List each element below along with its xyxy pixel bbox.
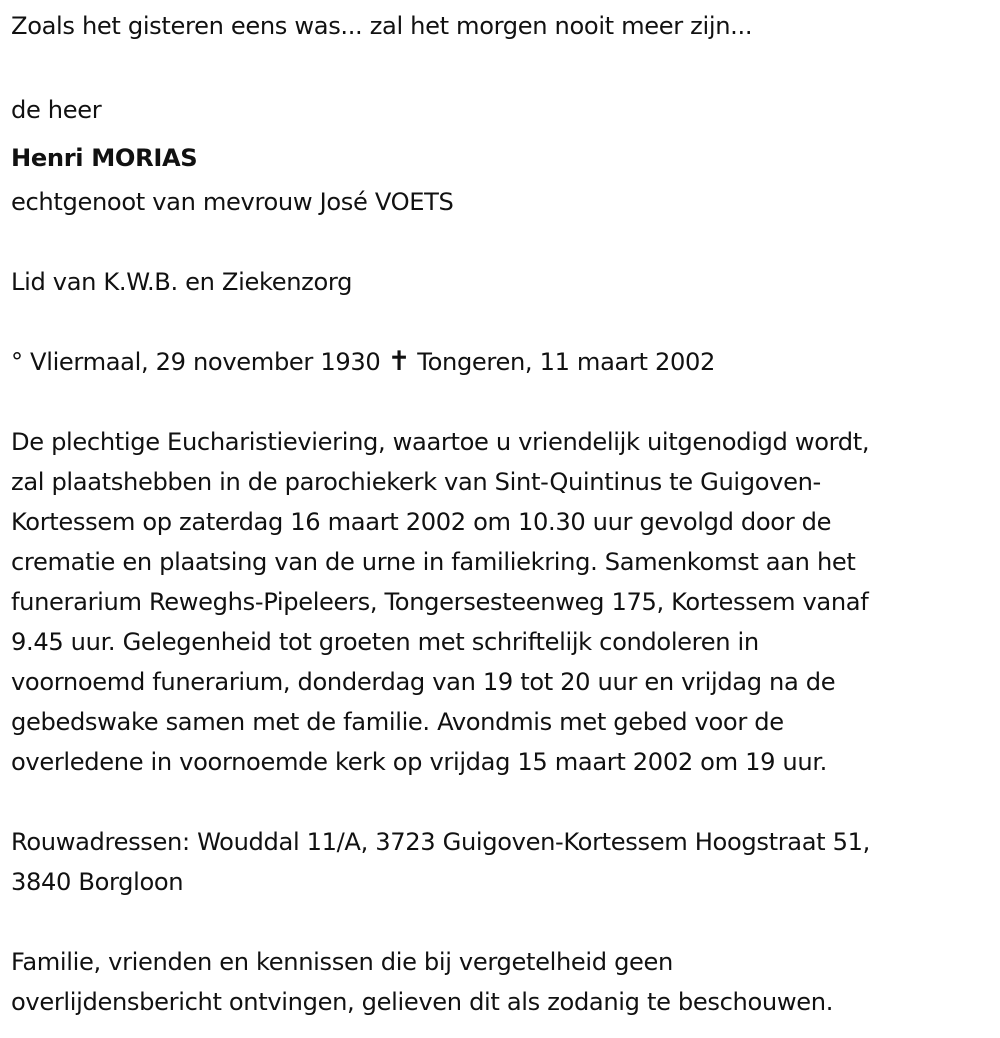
ceremony-line: funerarium Reweghs-Pipeleers, Tongersesteenweg 175, Kortessem vanaf bbox=[11, 588, 869, 616]
membership-line: Lid van K.W.B. en Ziekenzorg bbox=[11, 268, 353, 296]
spacer bbox=[11, 46, 993, 86]
death-info: Tongeren, 11 maart 2002 bbox=[417, 348, 716, 376]
spacer bbox=[11, 782, 993, 822]
cross-icon: ✝ bbox=[387, 346, 410, 377]
ceremony-line: gebedswake samen met de familie. Avondmis met gebed voor de bbox=[11, 708, 784, 736]
ceremony-line: voornoemd funerarium, donderdag van 19 tot 20 uur en vrijdag na de bbox=[11, 668, 836, 696]
ceremony-line: zal plaatshebben in de parochiekerk van Sint-Quintinus te Guigoven- bbox=[11, 468, 821, 496]
closing-line: Familie, vrienden en kennissen die bij vergetelheid geen bbox=[11, 948, 673, 976]
ceremony-line: 9.45 uur. Gelegenheid tot groeten met schriftelijk condoleren in bbox=[11, 628, 759, 656]
deceased-name: Henri MORIAS bbox=[11, 144, 198, 172]
ceremony-line: overledene in voornoemde kerk op vrijdag 15 maart 2002 om 19 uur. bbox=[11, 748, 827, 776]
birth-death-line bbox=[11, 342, 993, 382]
spacer bbox=[11, 302, 993, 342]
spacer bbox=[11, 382, 993, 422]
spouse-line: echtgenoot van mevrouw José VOETS bbox=[11, 188, 454, 216]
ceremony-line: Kortessem op zaterdag 16 maart 2002 om 10.30 uur gevolgd door de bbox=[11, 508, 832, 536]
birth-info: ° Vliermaal, 29 november 1930 bbox=[11, 348, 381, 376]
spacer bbox=[11, 902, 993, 942]
address-paragraph bbox=[11, 822, 993, 902]
obituary-notice bbox=[11, 6, 993, 1022]
address-line: Rouwadressen: Wouddal 11/A, 3723 Guigoven-Kortessem Hoogstraat 51, bbox=[11, 828, 870, 856]
ceremony-paragraph bbox=[11, 422, 993, 782]
salutation: de heer bbox=[11, 96, 102, 124]
closing-paragraph bbox=[11, 942, 993, 1022]
motto: Zoals het gisteren eens was... zal het morgen nooit meer zijn... bbox=[11, 12, 753, 40]
address-line: 3840 Borgloon bbox=[11, 868, 184, 896]
closing-line: overlijdensbericht ontvingen, gelieven dit als zodanig te beschouwen. bbox=[11, 988, 834, 1016]
spacer bbox=[11, 222, 993, 262]
ceremony-line: De plechtige Eucharistieviering, waartoe u vriendelijk uitgenodigd wordt, bbox=[11, 428, 870, 456]
ceremony-line: crematie en plaatsing van de urne in familiekring. Samenkomst aan het bbox=[11, 548, 856, 576]
